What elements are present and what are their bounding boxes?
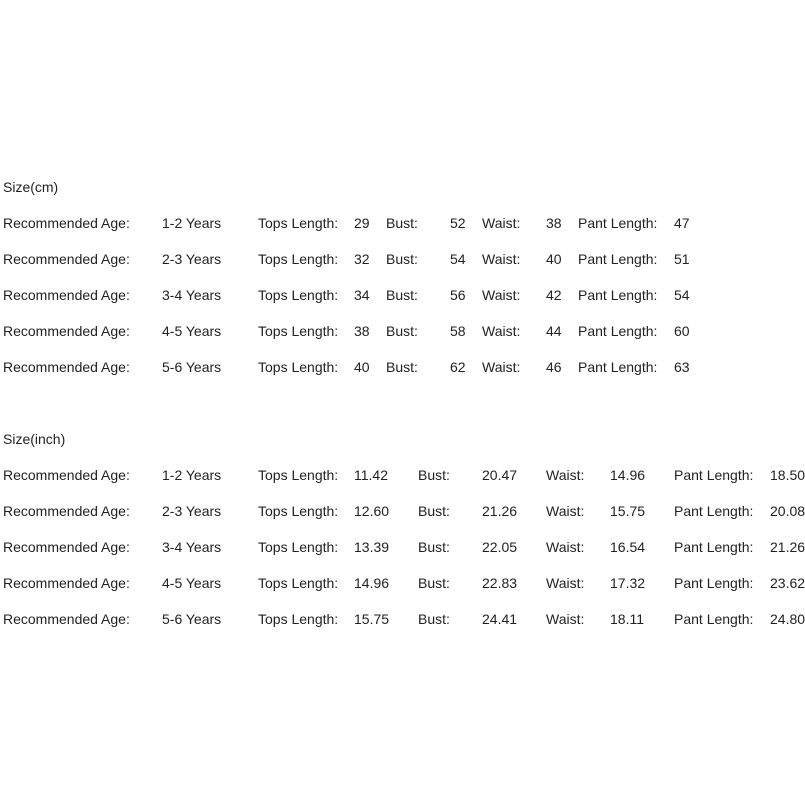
- pant-length-value: 51: [674, 251, 690, 267]
- size-inch-row: [0, 466, 805, 484]
- bust-value: 21.26: [482, 503, 518, 519]
- pant-length-label: Pant Length:: [578, 251, 658, 267]
- age-value: 5-6 Years: [162, 359, 222, 375]
- pant-length-label: Pant Length:: [674, 539, 754, 555]
- age-value: 1-2 Years: [162, 215, 222, 231]
- tops-length-value: 29: [354, 215, 370, 231]
- pant-length-label: Pant Length:: [578, 323, 658, 339]
- bust-label: Bust:: [386, 251, 418, 267]
- age-label: Recommended Age:: [3, 323, 130, 339]
- tops-length-label: Tops Length:: [258, 287, 339, 303]
- pant-length-value: 63: [674, 359, 690, 375]
- pant-length-label: Pant Length:: [674, 503, 754, 519]
- waist-value: 17.32: [610, 575, 646, 591]
- bust-value: 54: [450, 251, 466, 267]
- tops-length-label: Tops Length:: [258, 251, 339, 267]
- waist-label: Waist:: [482, 251, 521, 267]
- tops-length-value: 13.39: [354, 539, 390, 555]
- pant-length-value: 21.26: [770, 539, 805, 555]
- age-label: Recommended Age:: [3, 575, 130, 591]
- bust-label: Bust:: [418, 575, 450, 591]
- bust-label: Bust:: [418, 467, 450, 483]
- waist-label: Waist:: [546, 539, 585, 555]
- tops-length-label: Tops Length:: [258, 539, 339, 555]
- waist-label: Waist:: [482, 287, 521, 303]
- pant-length-label: Pant Length:: [578, 287, 658, 303]
- bust-value: 52: [450, 215, 466, 231]
- waist-value: 18.11: [610, 611, 644, 627]
- pant-length-value: 60: [674, 323, 690, 339]
- tops-length-value: 12.60: [354, 503, 390, 519]
- bust-label: Bust:: [418, 539, 450, 555]
- age-label: Recommended Age:: [3, 503, 130, 519]
- age-label: Recommended Age:: [3, 467, 130, 483]
- age-value: 2-3 Years: [162, 251, 222, 267]
- age-label: Recommended Age:: [3, 215, 130, 231]
- age-label: Recommended Age:: [3, 287, 130, 303]
- size-inch-title: Size(inch): [3, 431, 66, 447]
- bust-value: 56: [450, 287, 466, 303]
- bust-value: 24.41: [482, 611, 518, 627]
- waist-value: 15.75: [610, 503, 646, 519]
- tops-length-label: Tops Length:: [258, 611, 339, 627]
- bust-value: 20.47: [482, 467, 518, 483]
- bust-label: Bust:: [418, 611, 450, 627]
- age-label: Recommended Age:: [3, 539, 130, 555]
- waist-value: 38: [546, 215, 562, 231]
- pant-length-value: 54: [674, 287, 690, 303]
- bust-label: Bust:: [386, 215, 418, 231]
- age-value: 4-5 Years: [162, 323, 222, 339]
- size-inch-row: [0, 538, 805, 556]
- waist-value: 42: [546, 287, 562, 303]
- waist-label: Waist:: [482, 359, 521, 375]
- tops-length-label: Tops Length:: [258, 359, 339, 375]
- bust-label: Bust:: [418, 503, 450, 519]
- age-label: Recommended Age:: [3, 251, 130, 267]
- age-value: 2-3 Years: [162, 503, 222, 519]
- waist-value: 14.96: [610, 467, 646, 483]
- size-inch-row: [0, 502, 805, 520]
- waist-label: Waist:: [546, 611, 585, 627]
- size-inch-section: [0, 430, 805, 640]
- waist-value: 46: [546, 359, 562, 375]
- size-cm-row: [0, 214, 800, 232]
- waist-value: 40: [546, 251, 562, 267]
- size-cm-row: [0, 250, 800, 268]
- pant-length-value: 24.80: [770, 611, 805, 627]
- size-cm-title: Size(cm): [3, 179, 59, 195]
- waist-label: Waist:: [546, 503, 585, 519]
- size-cm-section: [0, 178, 800, 388]
- size-cm-row: [0, 358, 800, 376]
- age-value: 5-6 Years: [162, 611, 222, 627]
- pant-length-value: 23.62: [770, 575, 805, 591]
- tops-length-value: 32: [354, 251, 370, 267]
- pant-length-label: Pant Length:: [578, 359, 658, 375]
- tops-length-value: 15.75: [354, 611, 390, 627]
- tops-length-value: 34: [354, 287, 370, 303]
- age-value: 3-4 Years: [162, 539, 222, 555]
- age-label: Recommended Age:: [3, 611, 130, 627]
- age-value: 3-4 Years: [162, 287, 222, 303]
- bust-label: Bust:: [386, 287, 418, 303]
- pant-length-value: 20.08: [770, 503, 805, 519]
- pant-length-value: 47: [674, 215, 690, 231]
- tops-length-label: Tops Length:: [258, 503, 339, 519]
- tops-length-value: 40: [354, 359, 370, 375]
- bust-value: 22.83: [482, 575, 518, 591]
- waist-label: Waist:: [546, 467, 585, 483]
- age-value: 4-5 Years: [162, 575, 222, 591]
- pant-length-value: 18.50: [770, 467, 805, 483]
- pant-length-label: Pant Length:: [578, 215, 658, 231]
- bust-value: 22.05: [482, 539, 518, 555]
- waist-value: 44: [546, 323, 562, 339]
- bust-value: 62: [450, 359, 466, 375]
- pant-length-label: Pant Length:: [674, 611, 754, 627]
- age-label: Recommended Age:: [3, 359, 130, 375]
- pant-length-label: Pant Length:: [674, 467, 754, 483]
- tops-length-value: 14.96: [354, 575, 390, 591]
- tops-length-label: Tops Length:: [258, 467, 339, 483]
- waist-value: 16.54: [610, 539, 646, 555]
- size-inch-row: [0, 574, 805, 592]
- tops-length-label: Tops Length:: [258, 215, 339, 231]
- bust-label: Bust:: [386, 359, 418, 375]
- waist-label: Waist:: [482, 215, 521, 231]
- waist-label: Waist:: [546, 575, 585, 591]
- bust-label: Bust:: [386, 323, 418, 339]
- tops-length-value: 11.42: [354, 467, 388, 483]
- age-value: 1-2 Years: [162, 467, 222, 483]
- size-inch-row: [0, 610, 805, 628]
- size-cm-row: [0, 322, 800, 340]
- tops-length-label: Tops Length:: [258, 323, 339, 339]
- waist-label: Waist:: [482, 323, 521, 339]
- size-cm-row: [0, 286, 800, 304]
- pant-length-label: Pant Length:: [674, 575, 754, 591]
- bust-value: 58: [450, 323, 466, 339]
- tops-length-value: 38: [354, 323, 370, 339]
- tops-length-label: Tops Length:: [258, 575, 339, 591]
